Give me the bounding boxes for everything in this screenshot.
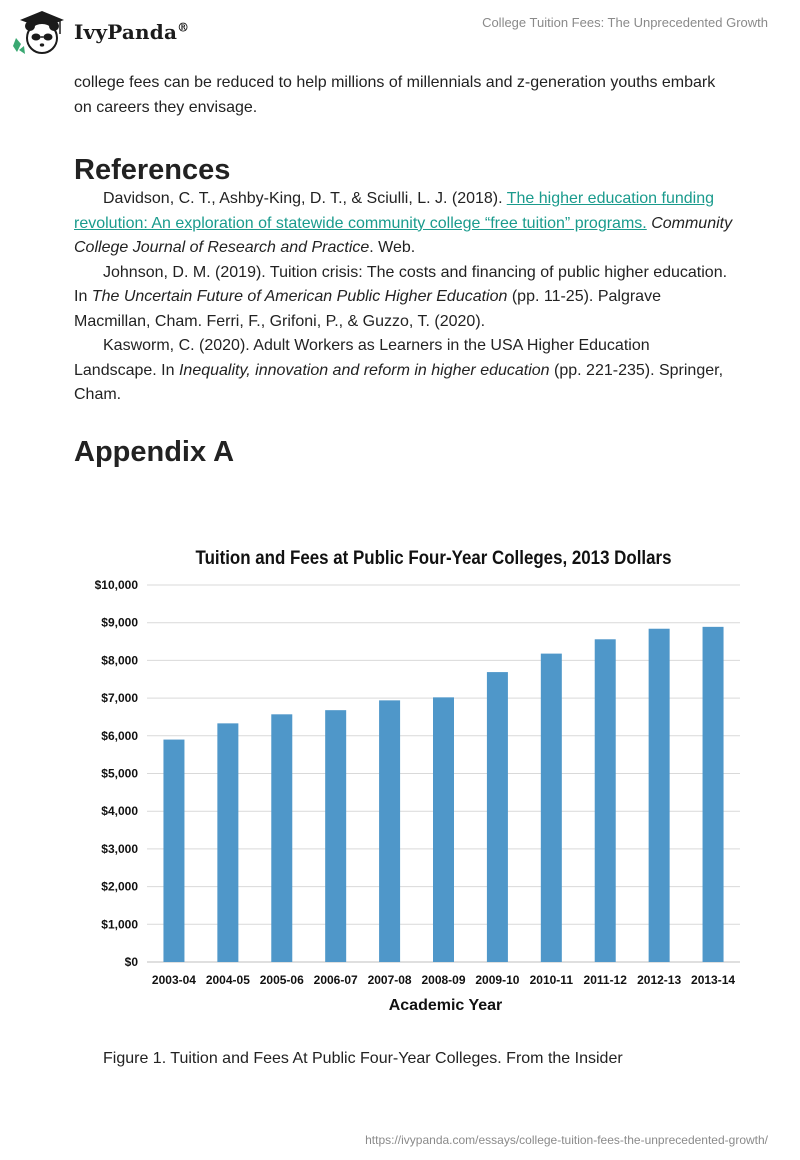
y-tick-label: $2,000: [101, 879, 138, 894]
reference-journal: Community College Journal of Research and Practice: [74, 214, 733, 256]
x-tick-label: 2013-14: [691, 973, 736, 987]
reference-item: Davidson, C. T., Ashby-King, D. T., & Sciulli, L. J. (2018). The higher education funding revolution: An exploration of statewide community college “free tuition” programs. Community College Journal of Research and Practice. Web.: [74, 190, 733, 256]
bar: [649, 629, 670, 962]
bar: [379, 700, 400, 962]
brand-logo[interactable]: [12, 8, 212, 56]
registered-mark: ®: [177, 20, 190, 35]
y-tick-label: $3,000: [101, 841, 138, 856]
x-tick-label: 2009-10: [475, 973, 520, 987]
y-tick-label: $1,000: [101, 917, 138, 932]
bar: [163, 740, 184, 962]
reference-link[interactable]: The higher education funding revolution: An exploration of statewide community college “free tuition” programs.: [74, 190, 714, 232]
x-tick-label: 2004-05: [205, 973, 250, 987]
bar: [433, 697, 454, 962]
y-tick-label: $7,000: [101, 691, 138, 706]
brand-name: IvyPanda®: [74, 20, 190, 44]
x-axis-label: Academic Year: [388, 997, 503, 1014]
y-tick-label: $4,000: [101, 804, 138, 819]
y-tick-label: $9,000: [101, 615, 138, 630]
y-tick-label: $8,000: [101, 653, 138, 668]
references-heading: References: [74, 154, 231, 186]
chart-title: Tuition and Fees at Public Four-Year Colleges, 2013 Dollars: [195, 548, 672, 569]
bar: [487, 672, 508, 962]
reference-book-title: Inequality, innovation and reform in higher education: [178, 361, 550, 379]
y-tick-label: $10,000: [94, 578, 138, 592]
bar: [217, 723, 238, 962]
bar: [541, 654, 562, 962]
y-tick-label: $5,000: [101, 766, 138, 781]
reference-item: Kasworm, C. (2020). Adult Workers as Learners in the USA Higher Education Landscape. In Inequality, innovation and reform in higher education (pp. 221-235). Springer, Cham.: [74, 337, 724, 403]
running-title: College Tuition Fees: The Unprecedented Growth: [482, 15, 768, 30]
intro-paragraph: college fees can be reduced to help millions of millennials and z-generation youths embark on careers they envisage.: [74, 74, 716, 116]
x-tick-label: 2006-07: [313, 973, 358, 987]
chart-svg: [90, 540, 750, 1020]
x-tick-label: 2012-13: [637, 973, 682, 987]
reference-book-title: The Uncertain Future of American Public Higher Education: [91, 288, 508, 305]
x-tick-label: 2003-04: [151, 973, 196, 987]
bar: [595, 639, 616, 962]
bar: [703, 627, 724, 962]
bar: [271, 714, 292, 962]
x-tick-label: 2011-12: [583, 973, 627, 987]
tuition-bar-chart: [90, 540, 750, 1020]
x-tick-label: 2010-11: [529, 973, 574, 987]
y-tick-label: $0: [124, 955, 138, 969]
x-tick-label: 2005-06: [259, 973, 304, 987]
x-tick-label: 2008-09: [421, 973, 466, 987]
x-tick-label: 2007-08: [367, 973, 412, 987]
bar: [325, 710, 346, 962]
figure-caption: Figure 1. Tuition and Fees At Public Four-Year Colleges. From the Insider: [103, 1050, 623, 1067]
page-header: [0, 0, 800, 64]
reference-item: Johnson, D. M. (2019). Tuition crisis: The costs and financing of public higher education. In The Uncertain Future of American Public Higher Education (pp. 11-25). Palgrave Macmillan, Cham. Ferri, F., Grifoni, P., & Guzzo, T. (2020).: [74, 263, 728, 330]
article-body: [74, 71, 734, 469]
panda-graduate-icon: [12, 8, 68, 56]
appendix-heading: Appendix A: [74, 435, 235, 468]
y-tick-label: $6,000: [101, 728, 138, 743]
footer-url[interactable]: https://ivypanda.com/essays/college-tuition-fees-the-unprecedented-growth/: [365, 1133, 768, 1147]
